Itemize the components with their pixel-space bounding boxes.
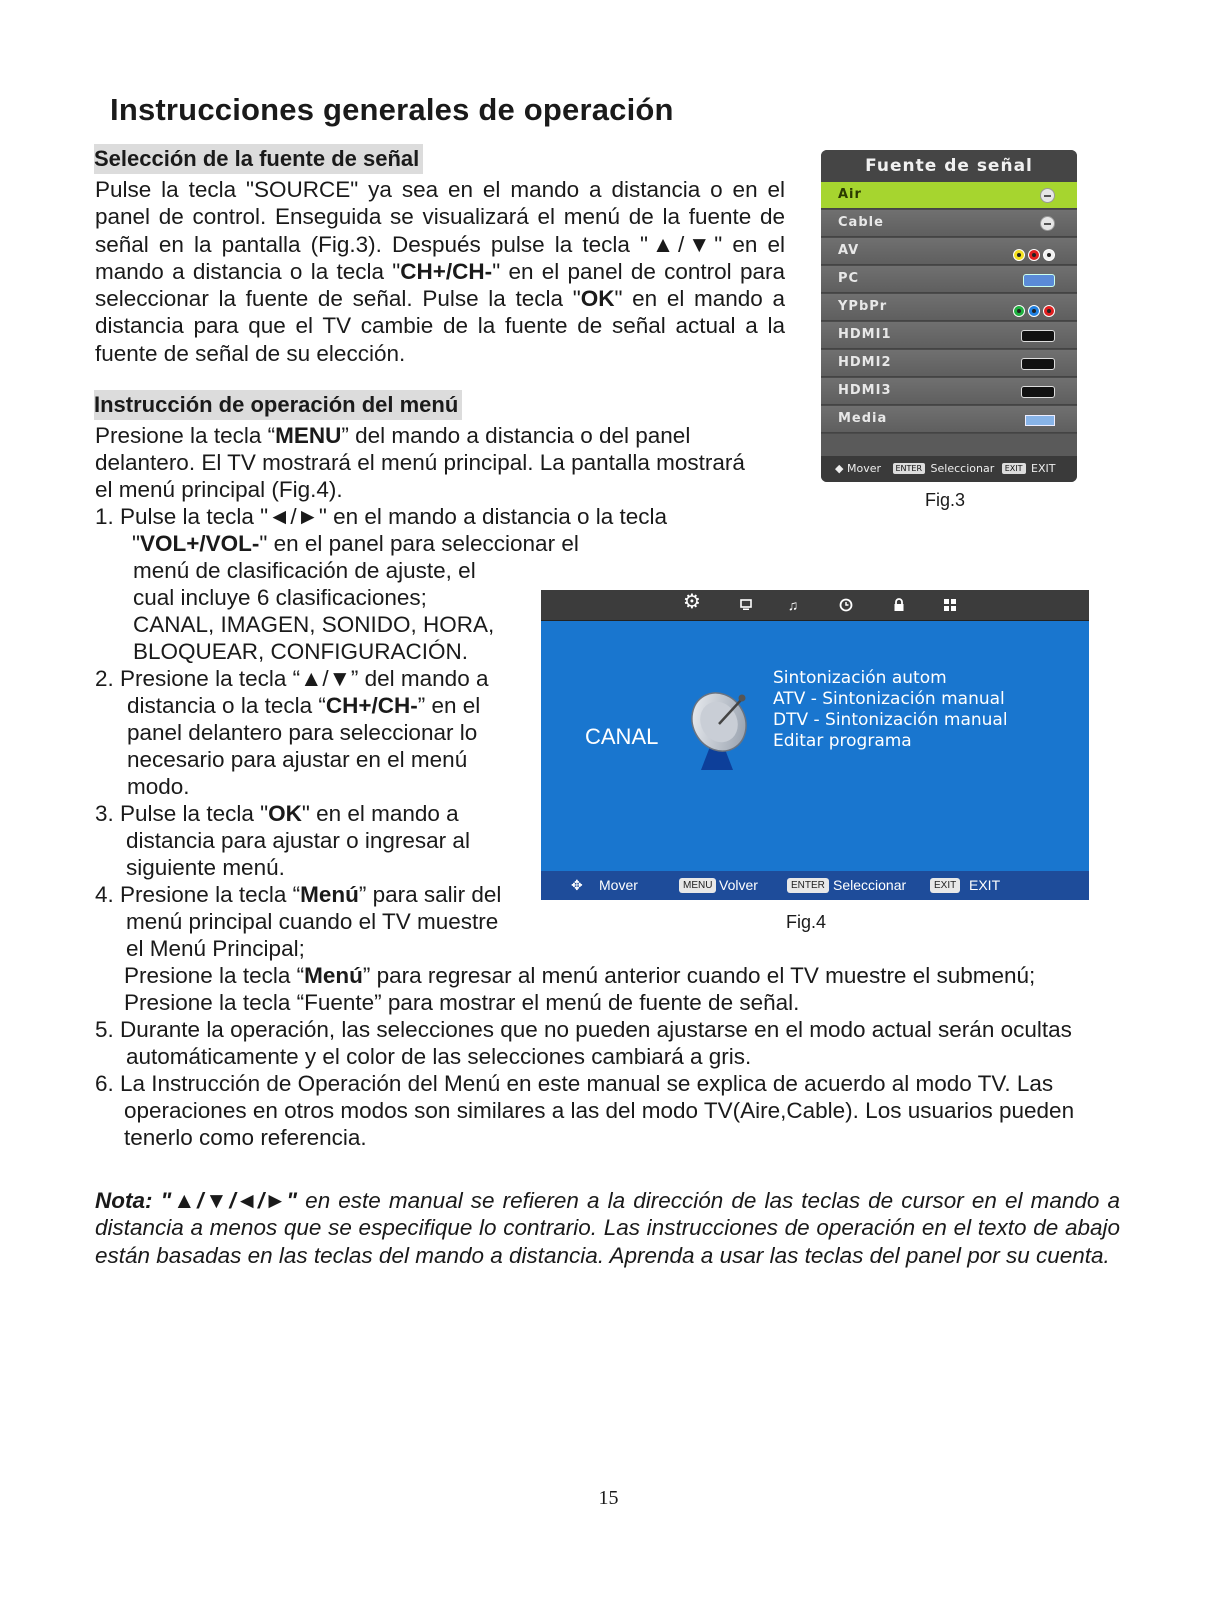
- lock-icon[interactable]: [888, 598, 910, 612]
- source-item-hdmi1[interactable]: [821, 322, 1077, 349]
- exit-label: EXIT: [969, 877, 1001, 893]
- source-menu: [821, 150, 1077, 482]
- list-item-2-line: modo.: [127, 774, 190, 799]
- list-item-4-line: Presione la tecla “Fuente” para mostrar el menú de fuente de señal.: [124, 990, 800, 1015]
- option-auto-tuning[interactable]: Sintonización autom: [773, 668, 947, 688]
- move-arrows-icon: ◆: [835, 462, 844, 475]
- source-item-pc[interactable]: [821, 266, 1077, 293]
- list-item-2-line: panel delantero para seleccionar lo: [127, 720, 478, 745]
- list-item-6: 6. La Instrucción de Operación del Menú en este manual se explica de acuerdo al modo TV. Las: [95, 1071, 1054, 1096]
- source-item-label: HDMI2: [838, 355, 892, 370]
- list-item-2-line: distancia o la tecla “CH+/CH-” en el: [127, 693, 481, 718]
- source-item-label: HDMI3: [838, 383, 892, 398]
- page-title: Instrucciones generales de operación: [110, 92, 674, 127]
- source-list: [821, 182, 1077, 433]
- hdmi-icon: [1021, 328, 1055, 342]
- list-item-5-line: automáticamente y el color de las selecciones cambiará a gris.: [126, 1044, 752, 1069]
- source-item-ypbpr[interactable]: [821, 294, 1077, 321]
- list-item-4-line: el Menú Principal;: [126, 936, 305, 961]
- list-item-2-line: necesario para ajustar en el menú: [127, 747, 468, 772]
- move-label: Mover: [846, 462, 881, 475]
- list-item-3: 3. Pulse la tecla "OK" en el mando a: [95, 801, 459, 826]
- list-item-1: 1. Pulse la tecla "◄/►" en el mando a distancia o la tecla: [95, 504, 668, 529]
- source-item-label: HDMI1: [838, 327, 892, 342]
- back-label: Volver: [719, 877, 758, 893]
- select-label: Seleccionar: [930, 462, 995, 475]
- source-item-hdmi2[interactable]: [821, 350, 1077, 377]
- music-note-icon[interactable]: ♫: [787, 597, 799, 613]
- source-item-label: YPbPr: [838, 299, 888, 314]
- source-item-label: AV: [838, 243, 860, 258]
- option-dtv-manual[interactable]: DTV - Sintonización manual: [773, 710, 1008, 730]
- list-item-1-line: cual incluye 6 clasificaciones;: [133, 585, 427, 610]
- coax-icon: [1039, 188, 1055, 202]
- source-item-media[interactable]: [821, 406, 1077, 433]
- option-edit-program[interactable]: Editar programa: [773, 731, 912, 751]
- menu-intro-line1: Presione la tecla “MENU” del mando a distancia o del panel: [95, 423, 691, 448]
- menu-intro-line2: delantero. El TV mostrará el menú principal. La pantalla mostrará: [95, 450, 745, 475]
- menu-tab-bar: [541, 590, 1089, 621]
- coax-icon: [1039, 216, 1055, 230]
- enter-key: ENTER: [787, 878, 829, 893]
- source-item-label: Air: [838, 187, 862, 202]
- clock-icon[interactable]: [835, 598, 857, 612]
- list-item-4-line: Presione la tecla “Menú” para regresar al menú anterior cuando el TV muestre el submenú;: [124, 963, 1036, 988]
- list-item-3-line: distancia para ajustar o ingresar al: [126, 828, 470, 853]
- list-item-6-line: tenerlo como referencia.: [124, 1125, 367, 1150]
- exit-key: EXIT: [930, 878, 960, 893]
- source-item-av[interactable]: [821, 238, 1077, 265]
- select-label: Seleccionar: [833, 877, 907, 893]
- exit-key: EXIT: [1002, 463, 1026, 474]
- list-item-3-line: siguiente menú.: [126, 855, 285, 880]
- source-item-label: PC: [838, 271, 860, 286]
- section-heading-source: Selección de la fuente de señal: [94, 144, 423, 174]
- menu-intro-line3: el menú principal (Fig.4).: [95, 477, 343, 502]
- enter-key: ENTER: [893, 463, 926, 474]
- move-label: Mover: [599, 877, 638, 893]
- fig4-caption: Fig.4: [786, 912, 827, 932]
- hdmi-icon: [1021, 384, 1055, 398]
- source-item-air[interactable]: [821, 182, 1077, 209]
- exit-label: EXIT: [1031, 462, 1056, 475]
- grid-icon[interactable]: [939, 599, 961, 611]
- hdmi-icon: [1021, 356, 1055, 370]
- list-item-4: 4. Presione la tecla “Menú” para salir del: [95, 882, 502, 907]
- source-item-hdmi3[interactable]: [821, 378, 1077, 405]
- gear-icon[interactable]: ⚙: [683, 591, 701, 613]
- main-menu-footer: [541, 871, 1089, 900]
- option-atv-manual[interactable]: ATV - Sintonización manual: [773, 689, 1005, 709]
- list-item-1-line: CANAL, IMAGEN, SONIDO, HORA,: [133, 612, 495, 637]
- list-item-1-line: BLOQUEAR, CONFIGURACIÓN.: [133, 639, 469, 664]
- monitor-icon[interactable]: [735, 599, 757, 611]
- vga-icon: [1023, 272, 1055, 286]
- move-arrows-icon: ✥: [571, 877, 583, 893]
- list-item-1-line: menú de clasificación de ajuste, el: [133, 558, 476, 583]
- menu-category-label: CANAL: [585, 724, 659, 749]
- usb-icon: [1025, 412, 1055, 426]
- list-item-1-line: "VOL+/VOL-" en el panel para seleccionar el: [132, 531, 579, 556]
- channel-options: [773, 668, 1008, 752]
- source-paragraph: Pulse la tecla "SOURCE" ya sea en el mando a distancia o en el panel de control. Enseguida se visualizará el menú de la fuente de señal en la pantalla (Fig.3). Después pulse la tecla "▲/▼" en el mando a distancia o la tecla "CH+/CH-" en el panel de control para seleccionar la fuente de señal. Pulse la tecla "OK" en el mando a distancia para que el TV cambie de la fuente de señal actual a la fuente de señal de su elección.: [95, 177, 786, 366]
- source-menu-title: Fuente de señal: [821, 150, 1077, 182]
- list-item-6-line: operaciones en otros modos son similares a las del modo TV(Aire,Cable). Los usuarios pueden: [124, 1098, 1075, 1123]
- source-menu-footer: [821, 456, 1077, 482]
- source-item-label: Cable: [838, 215, 884, 230]
- rca-ypbpr-icon: [1010, 301, 1055, 315]
- list-item-4-line: menú principal cuando el TV muestre: [126, 909, 499, 934]
- list-item-5: 5. Durante la operación, las selecciones que no pueden ajustarse en el modo actual serán ocultas: [95, 1017, 1072, 1042]
- fig3-caption: Fig.3: [925, 490, 966, 510]
- main-menu: [541, 590, 1089, 900]
- menu-key: MENU: [679, 878, 716, 893]
- rca-av-icon: [1010, 245, 1055, 259]
- source-item-cable[interactable]: [821, 210, 1077, 237]
- list-item-2: 2. Presione la tecla “▲/▼” del mando a: [95, 666, 489, 691]
- note-paragraph: Nota: "▲/▼/◄/►" en este manual se refieren a la dirección de las teclas de cursor en el mando a distancia a menos que se especifique lo contrario. Las instrucciones de operación en el texto de abajo están basadas en las teclas del mando a distancia. Aprenda a usar las teclas del panel por su cuenta.: [95, 1188, 1120, 1268]
- section-heading-menu: Instrucción de operación del menú: [94, 390, 462, 420]
- source-item-label: Media: [838, 411, 888, 426]
- satellite-dish-icon: [689, 686, 755, 772]
- page-number: 15: [598, 1487, 619, 1509]
